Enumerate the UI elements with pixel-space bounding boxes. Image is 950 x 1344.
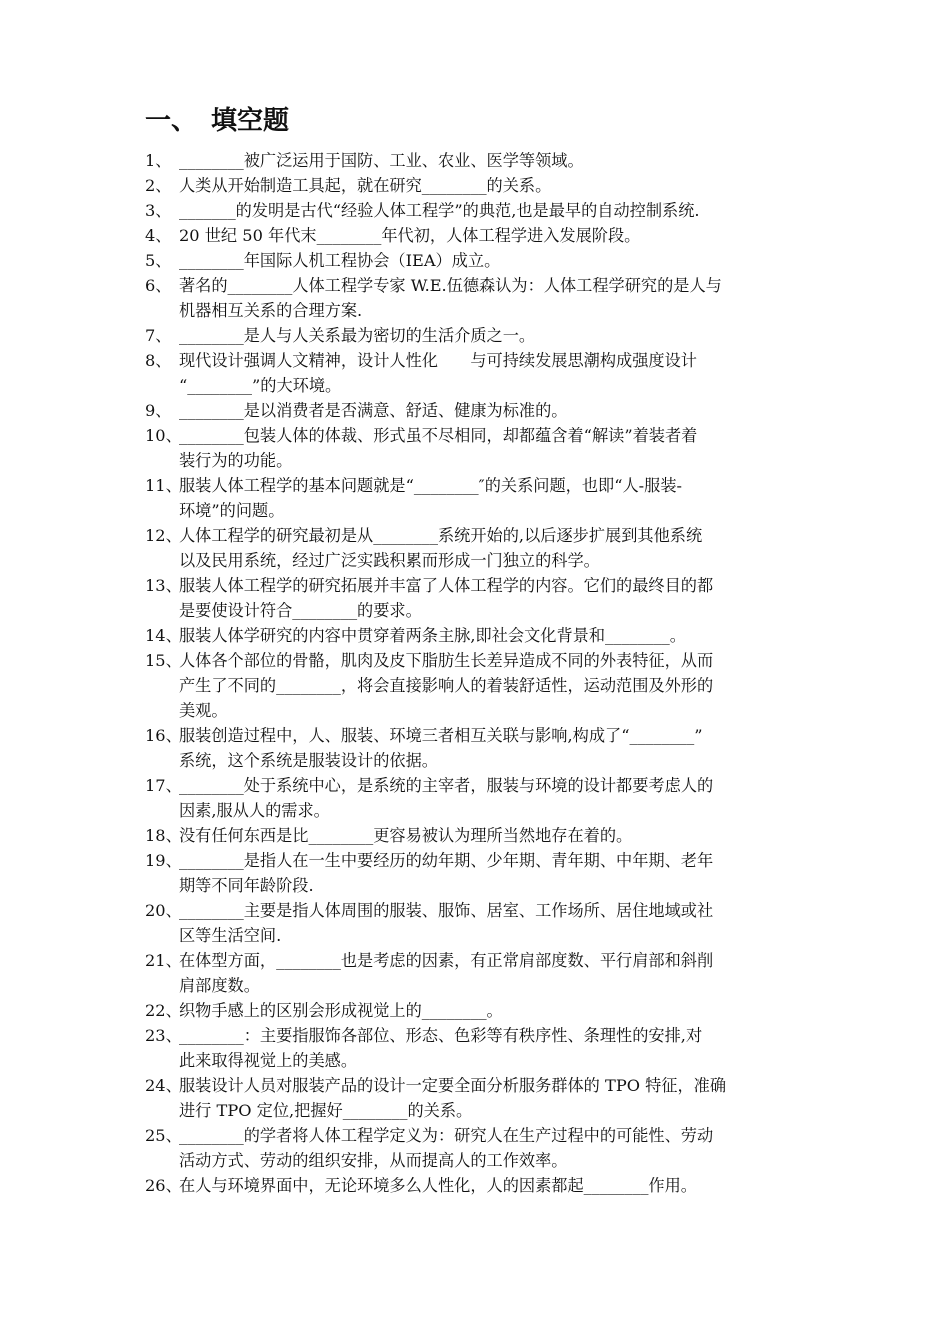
question-item	[145, 773, 813, 823]
question-text-line: ________年国际人机工程协会（IEA）成立。	[179, 251, 501, 270]
question-item	[145, 573, 813, 623]
question-text-line: 服装人体工程学的研究拓展并丰富了人体工程学的内容。它们的最终目的都	[179, 576, 714, 595]
question-text-line: 20 世纪 50 年代末________年代初，人体工程学进入发展阶段。	[179, 226, 641, 245]
question-number: 22、	[145, 1001, 182, 1020]
question-number: 5、	[145, 251, 172, 270]
question-item	[145, 273, 813, 323]
question-text-line: “________”的大环境。	[179, 376, 342, 395]
question-number: 17、	[145, 776, 182, 795]
question-item	[145, 1073, 813, 1123]
question-item	[145, 823, 813, 848]
question-text-line: 肩部度数。	[179, 976, 260, 995]
question-number: 25、	[145, 1126, 182, 1145]
question-item	[145, 623, 813, 648]
question-item	[145, 648, 813, 723]
question-number: 13、	[145, 576, 182, 595]
question-text-line: 在人与环境界面中，无论环境多么人性化，人的因素都起________作用。	[179, 1176, 697, 1195]
question-text-line: 人体各个部位的骨骼，肌肉及皮下脂肪生长差异造成不同的外表特征，从而	[179, 651, 714, 670]
question-number: 23、	[145, 1026, 182, 1045]
question-item	[145, 223, 813, 248]
question-number: 20、	[145, 901, 182, 920]
question-text-line: ________是人与人关系最为密切的生活介质之一。	[179, 326, 536, 345]
question-text-line: ________是以消费者是否满意、舒适、健康为标准的。	[179, 401, 568, 420]
question-number: 1、	[145, 151, 172, 170]
question-text-line: ________包装人体的体裁、形式虽不尽相同，却都蕴含着“解读”着装者着	[179, 426, 698, 445]
question-text-line: 系统，这个系统是服装设计的依据。	[179, 751, 438, 770]
question-item	[145, 423, 813, 473]
question-text-line: ________被广泛运用于国防、工业、农业、医学等领域。	[179, 151, 584, 170]
question-number: 18、	[145, 826, 182, 845]
question-item	[145, 948, 813, 998]
question-text-line: 期等不同年龄阶段.	[179, 876, 314, 895]
section-number: 一、	[145, 106, 198, 136]
question-number: 4、	[145, 226, 172, 245]
question-number: 7、	[145, 326, 172, 345]
question-number: 10、	[145, 426, 182, 445]
question-text-line: 人类从开始制造工具起，就在研究________的关系。	[179, 176, 552, 195]
question-number: 15、	[145, 651, 182, 670]
question-text-line: ________：主要指服饰各部位、形态、色彩等有秩序性、条理性的安排,对	[179, 1026, 703, 1045]
question-item	[145, 323, 813, 348]
question-number: 2、	[145, 176, 172, 195]
question-number: 6、	[145, 276, 172, 295]
question-text-line: 机器相互关系的合理方案.	[179, 301, 363, 320]
question-number: 21、	[145, 951, 182, 970]
section-title: 填空题	[211, 106, 290, 136]
question-text-line: 区等生活空间.	[179, 926, 282, 945]
question-text-line: 因素,服从人的需求。	[179, 801, 330, 820]
question-number: 11、	[145, 476, 182, 495]
question-text-line: _______的发明是古代“经验人体工程学”的典范,也是最早的自动控制系统.	[179, 201, 700, 220]
question-item	[145, 1123, 813, 1173]
question-item	[145, 1023, 813, 1073]
question-text-line: 服装人体工程学的基本问题就是“________″的关系问题，也即“人-服装-	[179, 476, 682, 495]
question-item	[145, 998, 813, 1023]
question-text-line: ________处于系统中心，是系统的主宰者，服装与环境的设计都要考虑人的	[179, 776, 714, 795]
question-item	[145, 848, 813, 898]
question-item	[145, 173, 813, 198]
question-text-line: 服装创造过程中，人、服装、环境三者相互关联与影响,构成了“________”	[179, 726, 703, 745]
question-text-line: 是要使设计符合________的要求。	[179, 601, 422, 620]
question-item	[145, 348, 813, 398]
question-number: 9、	[145, 401, 172, 420]
question-text-line: 在体型方面，________也是考虑的因素，有正常肩部度数、平行肩部和斜削	[179, 951, 714, 970]
question-number: 8、	[145, 351, 172, 370]
question-item	[145, 898, 813, 948]
question-item	[145, 248, 813, 273]
question-number: 26、	[145, 1176, 182, 1195]
question-number: 24、	[145, 1076, 182, 1095]
question-item	[145, 1173, 813, 1198]
question-text-line: ________主要是指人体周围的服装、服饰、居室、工作场所、居住地域或社	[179, 901, 714, 920]
question-number: 16、	[145, 726, 182, 745]
question-list	[145, 148, 813, 1198]
question-text-line: ________的学者将人体工程学定义为：研究人在生产过程中的可能性、劳动	[179, 1126, 714, 1145]
question-text-line: 活动方式、劳动的组织安排，从而提高人的工作效率。	[179, 1151, 568, 1170]
question-item	[145, 198, 813, 223]
question-text-line: 产生了不同的________，将会直接影响人的着装舒适性，运动范围及外形的	[179, 676, 714, 695]
question-number: 3、	[145, 201, 172, 220]
question-text-line: ________是指人在一生中要经历的幼年期、少年期、青年期、中年期、老年	[179, 851, 714, 870]
question-text-line: 美观。	[179, 701, 228, 720]
question-text-line: 此来取得视觉上的美感。	[179, 1051, 358, 1070]
question-text-line: 现代设计强调人文精神，设计人性化 与可持续发展思潮构成强度设计	[179, 351, 697, 370]
question-text-line: 服装设计人员对服装产品的设计一定要全面分析服务群体的 TPO 特征，准确	[179, 1076, 727, 1095]
question-text-line: 人体工程学的研究最初是从________系统开始的,以后逐步扩展到其他系统	[179, 526, 703, 545]
question-number: 19、	[145, 851, 182, 870]
question-number: 12、	[145, 526, 182, 545]
question-item	[145, 723, 813, 773]
question-item	[145, 148, 813, 173]
section-heading	[145, 100, 289, 137]
question-number: 14、	[145, 626, 182, 645]
question-text-line: 著名的________人体工程学专家 W.E.伍德森认为：人体工程学研究的是人与	[179, 276, 722, 295]
question-item	[145, 523, 813, 573]
question-text-line: 进行 TPO 定位,把握好________的关系。	[179, 1101, 473, 1120]
question-text-line: 装行为的功能。	[179, 451, 293, 470]
question-text-line: 服装人体学研究的内容中贯穿着两条主脉,即社会文化背景和________。	[179, 626, 686, 645]
question-text-line: 环境”的问题。	[179, 501, 285, 520]
question-text-line: 没有任何东西是比________更容易被认为理所当然地存在着的。	[179, 826, 633, 845]
question-item	[145, 398, 813, 423]
question-text-line: 以及民用系统，经过广泛实践积累而形成一门独立的科学。	[179, 551, 600, 570]
question-text-line: 织物手感上的区别会形成视觉上的________。	[179, 1001, 503, 1020]
question-item	[145, 473, 813, 523]
